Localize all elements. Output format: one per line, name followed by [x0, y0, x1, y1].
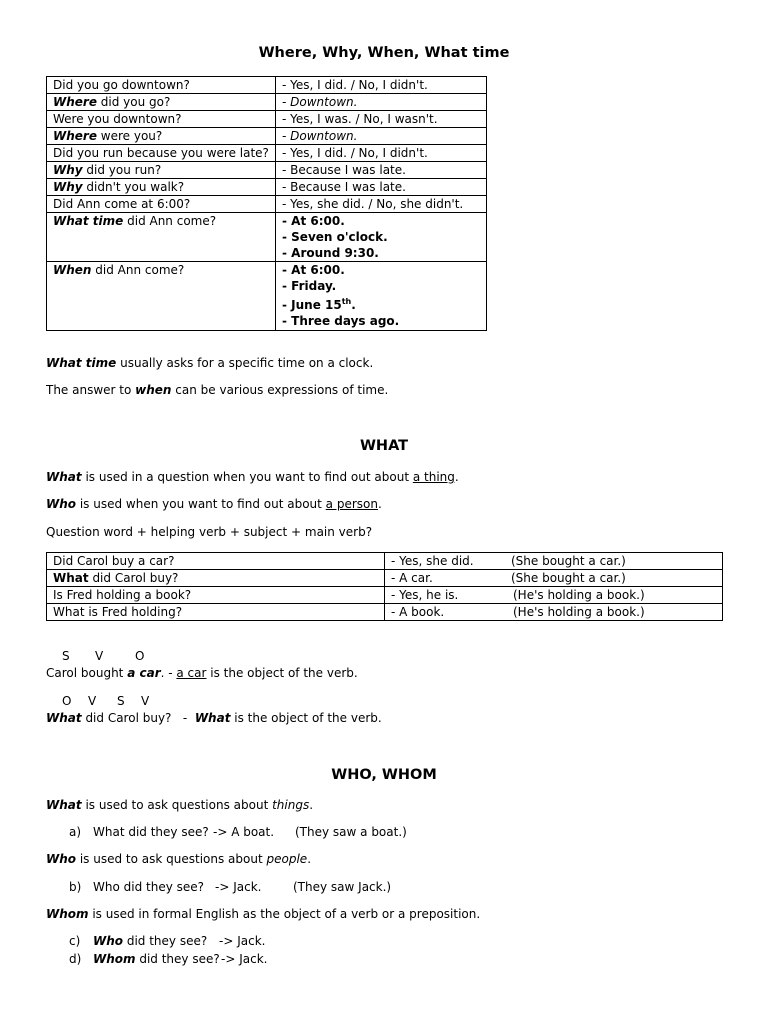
question-text: did you go? [96, 95, 171, 109]
answer-text: - Friday. [282, 279, 337, 293]
answer-note: (She bought a car.) [511, 571, 626, 585]
svo-label: V [95, 649, 104, 663]
svo-label: O [135, 649, 145, 663]
line-end: . [377, 497, 382, 511]
sentence-pre: did Carol buy? - [81, 711, 195, 725]
answer-text: - June 15 [282, 298, 342, 312]
keyword: What [46, 470, 82, 484]
question-text: What is Fred holding? [53, 605, 183, 619]
answer-line [282, 294, 486, 313]
answer-line [282, 313, 486, 329]
keyword: Whom [93, 952, 136, 966]
keyword: What time [46, 356, 117, 370]
ordinal-suffix: th [341, 297, 352, 306]
keyword: Who [93, 934, 124, 948]
title-who-whom: WHO, WHOM [331, 767, 437, 783]
question-text: did they see? [123, 934, 208, 948]
answer-text: - At 6:00. [282, 214, 345, 228]
example-note: (They saw a boat.) [295, 825, 407, 839]
answer-cell [276, 111, 487, 128]
list-marker: c) [69, 934, 81, 948]
underlined-text: a person [325, 497, 378, 511]
answer-text: - Yes, I was. / No, I wasn't. [282, 112, 438, 126]
answer-end: . [351, 298, 356, 312]
what-line-thing [46, 470, 459, 484]
question-cell [47, 179, 276, 196]
table-row [47, 162, 487, 179]
underlined-text: a thing [412, 470, 455, 484]
answer-text: - Yes, I did. / No, I didn't. [282, 146, 428, 160]
keyword: Who [46, 852, 77, 866]
question-cell [47, 262, 276, 331]
line-text: is used to ask questions about [76, 852, 267, 866]
answer-cell [276, 196, 487, 213]
line-text: is used in formal English as the object of a verb or a preposition. [88, 907, 481, 921]
answer-line [282, 262, 486, 278]
question-text: Did you go downtown? [53, 78, 190, 92]
question-text: did you run? [82, 163, 162, 177]
answer-line [282, 278, 486, 294]
example-d [69, 952, 268, 966]
title-where-why-when: Where, Why, When, What time [258, 45, 510, 61]
table-row [47, 587, 723, 604]
answer-line [282, 145, 486, 161]
keyword: when [135, 383, 172, 397]
note-text: usually asks for a specific time on a clock. [116, 356, 374, 370]
answer-cell [276, 179, 487, 196]
list-marker: a) [69, 825, 82, 839]
question-keyword: When [53, 263, 92, 277]
italic-text: things [272, 798, 310, 812]
answer-cell [385, 553, 723, 570]
question-keyword: Why [53, 163, 83, 177]
answer-line [282, 77, 486, 93]
answer-cell [385, 604, 723, 621]
example-c [69, 934, 266, 948]
answer-text: - A book. [391, 605, 445, 619]
note-what-time [46, 356, 373, 370]
answer-line [282, 94, 486, 110]
question-keyword: Where [53, 95, 97, 109]
answer-line [282, 111, 486, 127]
answer-text: - Yes, she did. / No, she didn't. [282, 197, 464, 211]
question-text: didn't you walk? [82, 180, 185, 194]
sentence-mid: . - [160, 666, 177, 680]
what-line-person [46, 497, 382, 511]
question-cell [47, 553, 385, 570]
answer-line [282, 245, 486, 261]
answer-line [282, 128, 486, 144]
example-note: (They saw Jack.) [293, 880, 392, 894]
answer-cell [385, 570, 723, 587]
svo-label: O [62, 694, 72, 708]
answer-cell [276, 77, 487, 94]
answer-line [282, 229, 486, 245]
svo-sentence-2 [46, 711, 382, 725]
line-end: . [309, 798, 314, 812]
table-row [47, 196, 487, 213]
example-answer: -> Jack. [221, 952, 268, 966]
line-text: is used in a question when you want to find out about [81, 470, 413, 484]
who-line-people [46, 852, 311, 866]
keyword: What [46, 711, 82, 725]
list-marker: d) [69, 952, 82, 966]
sentence-post: is the object of the verb. [230, 711, 382, 725]
question-cell [47, 196, 276, 213]
example-question: Who did they see? [93, 880, 205, 894]
line-end: . [307, 852, 312, 866]
answer-text: - Because I was late. [282, 163, 406, 177]
answer-text: - Around 9:30. [282, 246, 379, 260]
question-text: Were you downtown? [53, 112, 182, 126]
question-keyword: Where [53, 129, 97, 143]
answer-text: - Three days ago. [282, 314, 400, 328]
question-cell [47, 145, 276, 162]
italic-text: people [266, 852, 308, 866]
answer-cell [276, 128, 487, 145]
example-question: What did they see? [93, 825, 209, 839]
question-cell [47, 570, 385, 587]
table-row [47, 553, 723, 570]
table-row [47, 128, 487, 145]
table-row [47, 111, 487, 128]
svo-label: S [117, 694, 125, 708]
table-row [47, 145, 487, 162]
answer-text: - Seven o'clock. [282, 230, 388, 244]
title-what: WHAT [359, 438, 409, 454]
table-row [47, 262, 487, 331]
answer-text: - At 6:00. [282, 263, 345, 277]
list-marker: b) [69, 880, 82, 894]
example-a [69, 825, 407, 839]
table-row [47, 94, 487, 111]
answer-line [282, 196, 486, 212]
question-answer-table [46, 76, 487, 331]
line-end: . [454, 470, 459, 484]
answer-cell [385, 587, 723, 604]
note-when [46, 383, 388, 397]
answer-note: (He's holding a book.) [513, 605, 645, 619]
answer-cell [276, 213, 487, 262]
answer-text: - Because I was late. [282, 180, 406, 194]
underlined-text: a car [176, 666, 207, 680]
formula-line: Question word + helping verb + subject + main verb? [46, 525, 373, 539]
answer-text: - Yes, he is. [391, 588, 459, 602]
question-keyword: What [53, 571, 89, 585]
svo-label: V [141, 694, 150, 708]
question-text: Did Ann come at 6:00? [53, 197, 191, 211]
answer-text: - Downtown. [282, 95, 358, 109]
question-text: did Ann come? [91, 263, 185, 277]
what-table [46, 552, 723, 621]
who-line-whom [46, 907, 480, 921]
line-text: is used to ask questions about [81, 798, 273, 812]
answer-cell [276, 145, 487, 162]
svo-label: V [88, 694, 97, 708]
question-keyword: Why [53, 180, 83, 194]
question-cell [47, 128, 276, 145]
answer-note: (She bought a car.) [511, 554, 626, 568]
question-text: were you? [96, 129, 163, 143]
answer-text: - Downtown. [282, 129, 358, 143]
note-pre: The answer to [46, 383, 136, 397]
answer-text: - Yes, she did. [391, 554, 474, 568]
question-cell [47, 77, 276, 94]
question-cell [47, 604, 385, 621]
question-cell [47, 162, 276, 179]
line-text: is used when you want to find out about [76, 497, 326, 511]
keyword: Whom [46, 907, 89, 921]
question-text: Did you run because you were late? [53, 146, 269, 160]
example-b [69, 880, 392, 894]
table-row [47, 570, 723, 587]
answer-line [282, 179, 486, 195]
question-cell [47, 111, 276, 128]
answer-cell [276, 262, 487, 331]
example-answer: -> Jack. [219, 934, 266, 948]
table-row [47, 77, 487, 94]
example-question [93, 952, 220, 966]
object-text: a car [127, 666, 161, 680]
note-post: can be various expressions of time. [171, 383, 389, 397]
question-text: did Ann come? [123, 214, 217, 228]
question-cell [47, 587, 385, 604]
answer-line [282, 162, 486, 178]
question-text: did they see? [135, 952, 220, 966]
table-row [47, 604, 723, 621]
svo-sentence-1 [46, 666, 358, 680]
sentence-post: is the object of the verb. [206, 666, 358, 680]
question-cell [47, 213, 276, 262]
keyword: Who [46, 497, 77, 511]
who-line-things [46, 798, 313, 812]
sentence-pre: Carol bought [46, 666, 128, 680]
example-question [93, 934, 207, 948]
example-answer: -> Jack. [215, 880, 262, 894]
svo-label: S [62, 649, 70, 663]
keyword: What [46, 798, 82, 812]
answer-line [282, 213, 486, 229]
table-row [47, 179, 487, 196]
question-keyword: What time [53, 214, 124, 228]
example-answer: -> A boat. [213, 825, 275, 839]
table-row [47, 213, 487, 262]
answer-text: - Yes, I did. / No, I didn't. [282, 78, 428, 92]
question-text: Is Fred holding a book? [53, 588, 192, 602]
answer-note: (He's holding a book.) [513, 588, 645, 602]
question-text: did Carol buy? [88, 571, 179, 585]
answer-cell [276, 94, 487, 111]
question-cell [47, 94, 276, 111]
keyword: What [194, 711, 231, 725]
answer-cell [276, 162, 487, 179]
answer-text: - A car. [391, 571, 433, 585]
question-text: Did Carol buy a car? [53, 554, 175, 568]
